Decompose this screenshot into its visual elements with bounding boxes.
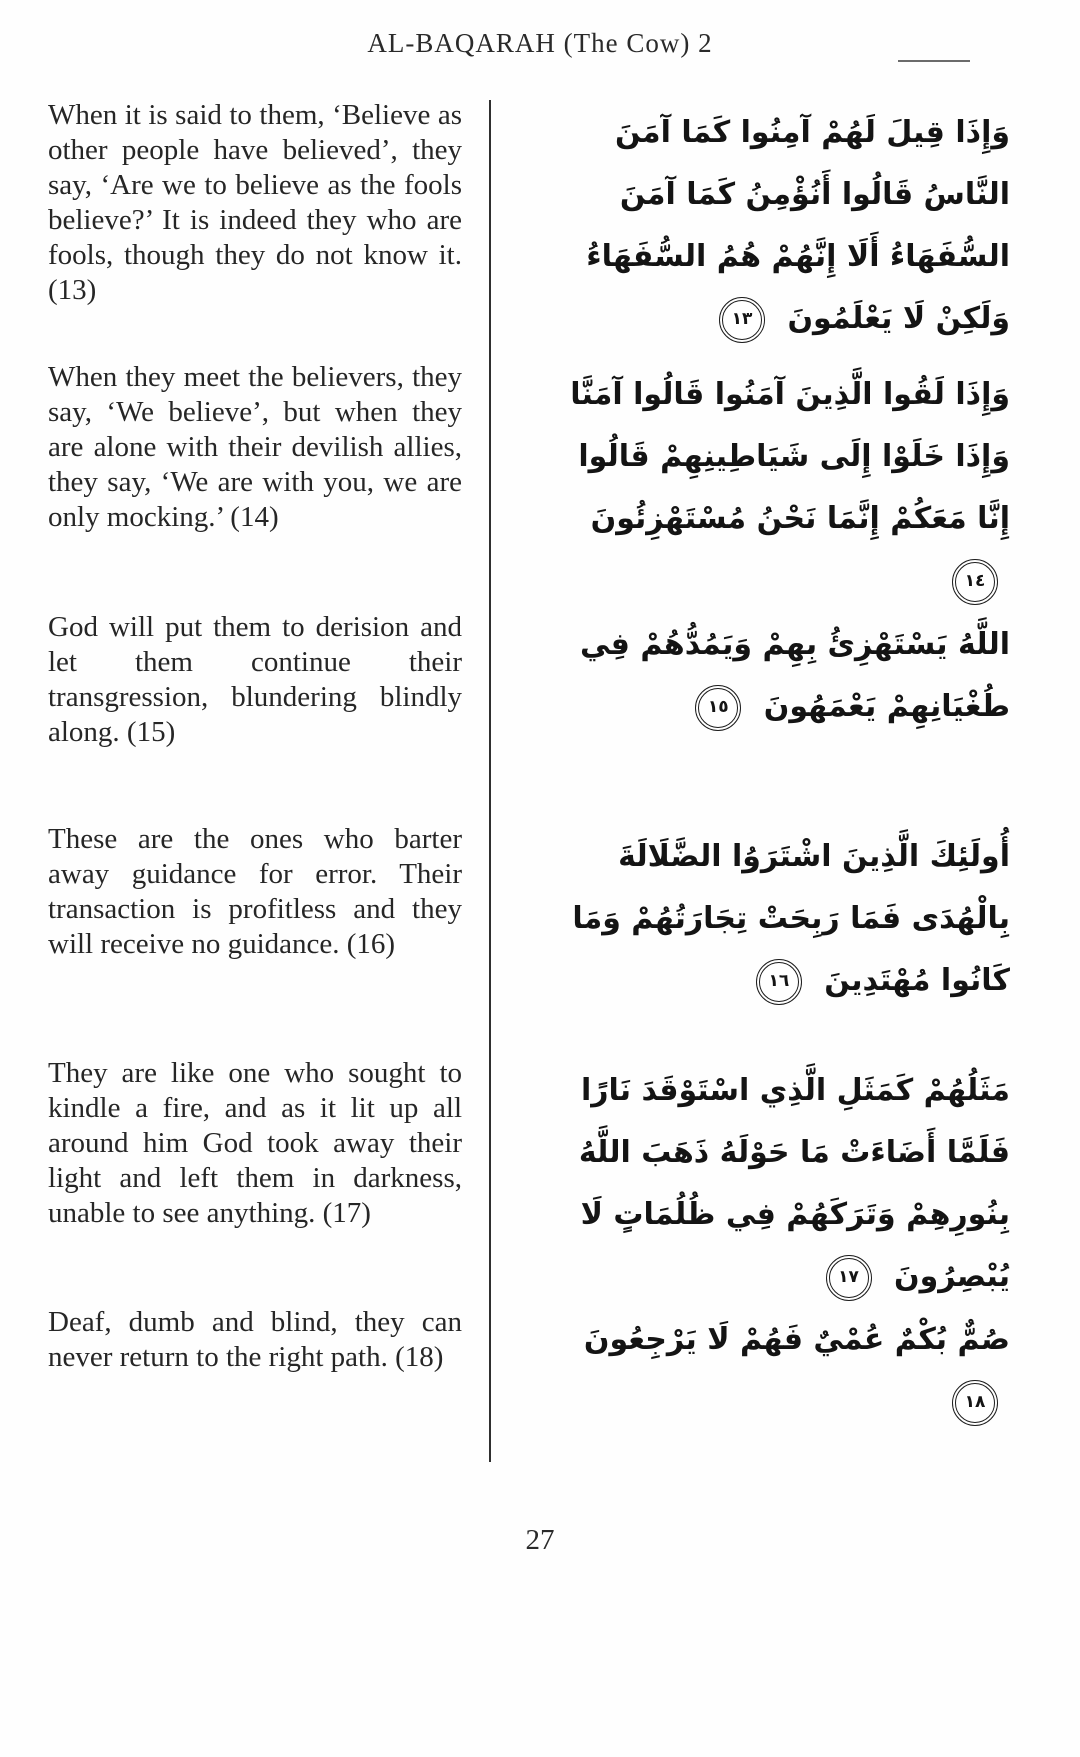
verse-13-arabic [490, 98, 1080, 350]
page-number: 27 [525, 1524, 555, 1556]
arabic-text: وَإِذَا لَقُوا الَّذِينَ آمَنُوا قَالُوا آمَنَّا وَإِذَا خَلَوْا إِلَى شَيَاطِينِهِمْ قَالُوا إِنَّا مَعَكُمْ إِنَّمَا نَحْنُ مُسْتَهْزِئُونَ [570, 377, 1010, 536]
verse-number-medallion: ١٦ [756, 959, 802, 1005]
arabic-text: اللَّهُ يَسْتَهْزِئُ بِهِمْ وَيَمُدُّهُمْ فِي طُغْيَانِهِمْ يَعْمَهُونَ [579, 627, 1010, 724]
verse-17-arabic [490, 1056, 1080, 1308]
arabic-text: صُمٌّ بُكْمٌ عُمْيٌ فَهُمْ لَا يَرْجِعُونَ [583, 1322, 1010, 1357]
arabic-text: مَثَلُهُمْ كَمَثَلِ الَّذِي اسْتَوْقَدَ نَارًا فَلَمَّا أَضَاءَتْ مَا حَوْلَهُ ذَهَبَ اللَّهُ بِنُورِهِمْ وَتَرَكَهُمْ فِي ظُلُمَاتٍ لَا يُبْصِرُونَ [578, 1073, 1010, 1294]
verse-13-english: When it is said to them, ‘Believe as other people have believed’, they say, ‘Are we to believe as the fools believe?’ It is indeed they who are fools, though they do not know it. (13) [48, 99, 462, 306]
verse-14-english: When they meet the believers, they say, ‘We believe’, but when they are alone with their devilish allies, they say, ‘We are with you, we are only mocking.’ (14) [48, 361, 462, 533]
verse-row-15 [0, 610, 1080, 750]
verse-row-18 [0, 1305, 1080, 1433]
verse-16-english: These are the ones who barter away guidance for error. Their transaction is profitless and they will receive no guidance. (16) [48, 823, 462, 960]
arabic-text: أُولَئِكَ الَّذِينَ اشْتَرَوُا الضَّلَالَةَ بِالْهُدَى فَمَا رَبِحَتْ تِجَارَتُهُمْ وَمَا كَانُوا مُهْتَدِينَ [572, 839, 1010, 998]
verse-row-14 [0, 360, 1080, 612]
verse-number-medallion: ١٤ [952, 559, 998, 605]
verse-number-medallion: ١٧ [826, 1255, 872, 1301]
arabic-text: وَإِذَا قِيلَ لَهُمْ آمِنُوا كَمَا آمَنَ النَّاسُ قَالُوا أَنُؤْمِنُ كَمَا آمَنَ السُّفَهَاءُ أَلَا إِنَّهُمْ هُمُ السُّفَهَاءُ وَلَكِنْ لَا يَعْلَمُونَ [586, 115, 1010, 336]
verse-16-arabic [490, 822, 1080, 1012]
header-rule-fragment [898, 60, 970, 62]
verse-row-17 [0, 1056, 1080, 1308]
verse-14-arabic [490, 360, 1080, 612]
verse-17-english: They are like one who sought to kindle a fire, and as it lit up all around him God took away their light and left them in darkness, unable to see anything. (17) [48, 1057, 462, 1229]
verse-18-english: Deaf, dumb and blind, they can never return to the right path. (18) [48, 1306, 462, 1373]
verse-number-medallion: ١٣ [719, 297, 765, 343]
verse-15-arabic [490, 610, 1080, 738]
verse-15-english: God will put them to derision and let them continue their transgression, blundering blindly along. (15) [48, 611, 462, 748]
verse-row-16 [0, 822, 1080, 1012]
verse-row-13 [0, 98, 1080, 350]
verse-number-medallion: ١٥ [695, 685, 741, 731]
verse-18-arabic [490, 1305, 1080, 1433]
page-title: AL-BAQARAH (The Cow) 2 [367, 28, 713, 58]
verse-number-medallion: ١٨ [952, 1380, 998, 1426]
